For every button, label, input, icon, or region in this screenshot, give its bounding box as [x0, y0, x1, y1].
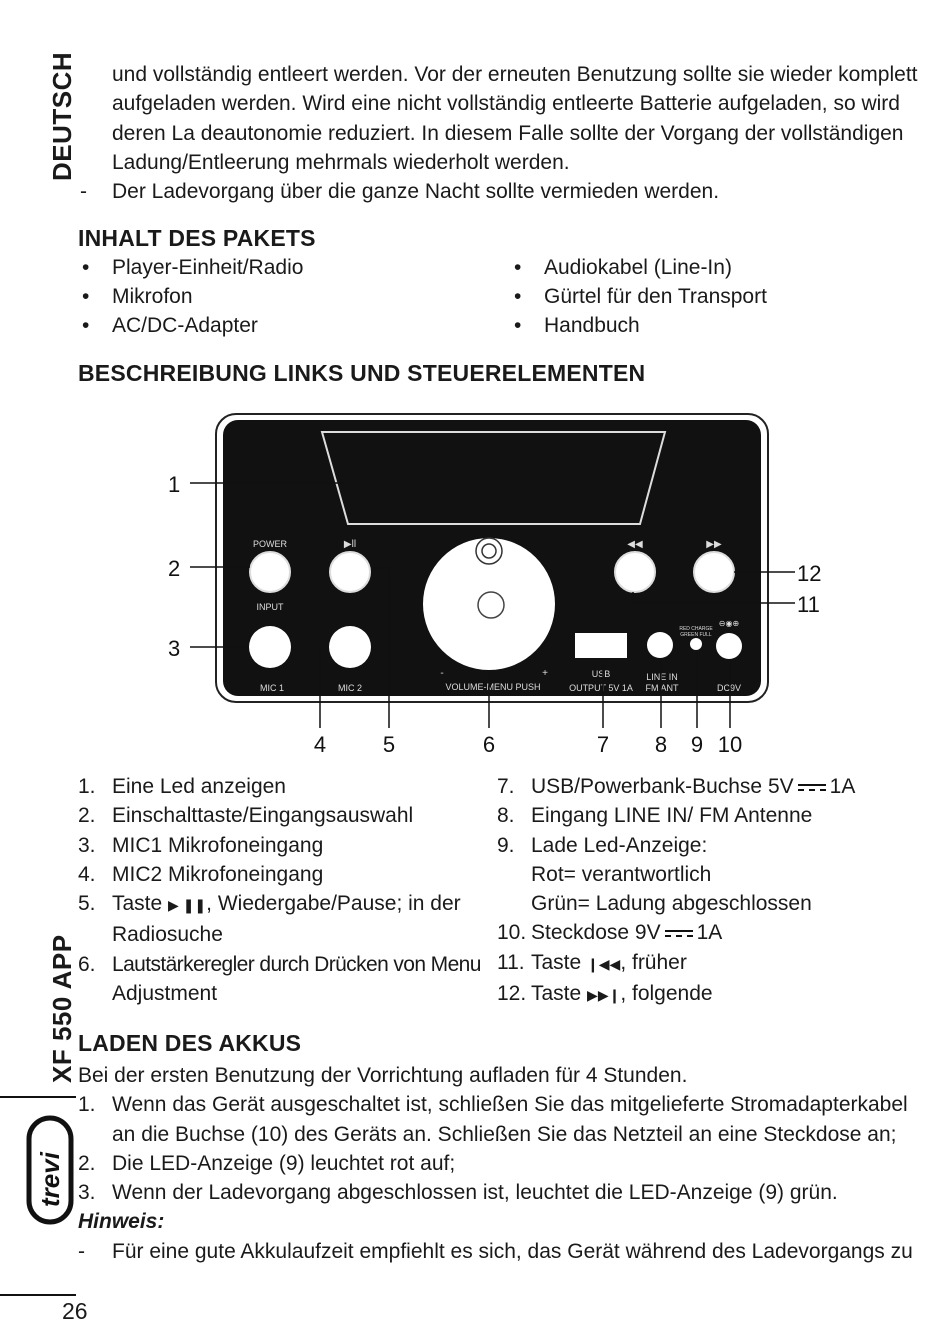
- note-item: - Für eine gute Akkulaufzeit empfiehlt es sich, das Gerät während des Ladevorgangs zu: [78, 1239, 913, 1263]
- mic2-label: MIC 2: [337, 683, 363, 693]
- list-item-cont: Radiosuche: [112, 923, 223, 947]
- dc-polarity-icon: ⊖◉⊕: [718, 619, 740, 628]
- controls-list-left: [78, 772, 481, 1008]
- list-item: 7. USB/Powerbank-Buchse 5V 1A: [497, 775, 856, 798]
- list-item: 11. Taste ❙◀◀, früher: [497, 950, 687, 974]
- footer-rule: [0, 1294, 76, 1296]
- dc-symbol-icon: [665, 930, 693, 937]
- usb-port: [575, 633, 627, 658]
- callout-4: 4: [313, 732, 327, 757]
- list-item: 4. MIC2 Mikrofoneingang: [78, 862, 324, 886]
- mic2-jack: [329, 626, 371, 668]
- play-pause-icon: ▶ ❚❚: [168, 897, 207, 914]
- charge-label: RED CHARGE: [679, 626, 713, 632]
- prev-icon: ◀◀: [627, 539, 643, 550]
- callout-2: 2: [168, 556, 181, 581]
- intro-dash-item: Der Ladevorgang über die ganze Nacht sollte vermieden werden.: [112, 180, 720, 203]
- usb-output-label: OUTPUT 5V 1A: [569, 683, 633, 693]
- callout-9: 9: [690, 732, 704, 757]
- package-item: • Player-Einheit/Radio: [82, 256, 304, 279]
- callout-1: 1: [168, 472, 181, 497]
- charging-heading: LADEN DES AKKUS: [78, 1030, 302, 1056]
- list-item: 2. Die LED-Anzeige (9) leuchtet rot auf;: [78, 1151, 456, 1175]
- device-diagram: [150, 410, 830, 765]
- list-item-cont: Adjustment: [112, 982, 218, 1006]
- usb-label: USB: [591, 669, 611, 679]
- next-button: [694, 552, 734, 592]
- callout-11: 11: [797, 592, 820, 617]
- list-item: 2. Einschalttaste/Eingangsauswahl: [78, 804, 414, 828]
- power-button: [250, 552, 290, 592]
- package-item: • AC/DC-Adapter: [82, 314, 258, 337]
- play-pause-button: [330, 552, 370, 592]
- controls-list-right: [497, 772, 855, 1010]
- charge-led: [690, 638, 702, 650]
- list-item: 3. MIC1 Mikrofoneingang: [78, 833, 324, 857]
- sidebar-rule-top: [0, 1096, 76, 1098]
- volume-plus-label: +: [542, 668, 548, 679]
- list-item: 1. Wenn das Gerät ausgeschaltet ist, schließen Sie das mitgelieferte Stromadapterkabel: [78, 1093, 908, 1117]
- volume-minus-label: -: [440, 668, 444, 679]
- intro-line: deren La deautonomie reduziert. In diesem Falle sollte der Vorgang der vollständigen: [112, 121, 904, 145]
- intro-dash: -: [80, 180, 87, 203]
- intro-line: und vollständig entleert werden. Vor der erneuten Benutzung sollte sie wieder komplett: [112, 63, 918, 86]
- charging-section: [78, 1061, 913, 1266]
- callout-8: 8: [654, 732, 668, 757]
- trevi-logo: [26, 1115, 74, 1230]
- next-icon: ▶▶: [706, 539, 722, 550]
- dc-symbol-icon: [798, 784, 826, 791]
- list-item: 10. Steckdose 9V 1A: [497, 921, 723, 945]
- list-item: 5. Taste ▶ ❚❚, Wiedergabe/Pause; in der: [78, 892, 461, 916]
- play-pause-icon: ▶ll: [343, 539, 357, 550]
- intro-paragraph: [112, 60, 918, 177]
- list-item-cont: Rot= verantwortlich: [531, 862, 712, 886]
- dc-label: DC9V: [716, 683, 742, 693]
- callout-7: 7: [596, 732, 610, 757]
- package-item: • Gürtel für den Transport: [514, 285, 767, 308]
- list-item: 12. Taste ▶▶❙, folgende: [497, 982, 713, 1006]
- list-item: 8. Eingang LINE IN/ FM Antenne: [497, 804, 813, 828]
- volume-label: VOLUME-MENU PUSH: [445, 682, 541, 692]
- prev-icon: ❙◀◀: [587, 955, 621, 972]
- dc-jack: [716, 633, 742, 659]
- callout-5: 5: [382, 732, 396, 757]
- line-in-jack: [647, 632, 673, 658]
- list-item: 3. Wenn der Ladevorgang abgeschlossen ist, leuchtet die LED-Anzeige (9) grün.: [78, 1181, 838, 1205]
- power-label: POWER: [252, 539, 288, 549]
- controls-heading: BESCHREIBUNG LINKS UND STEUERELEMENTEN: [78, 360, 646, 386]
- intro-line: Ladung/Entleerung mehrmals wiederholt werden.: [112, 150, 570, 174]
- svg-text:trevi: trevi: [35, 1152, 65, 1207]
- callout-6: 6: [482, 732, 496, 757]
- list-item-cont: Grün= Ladung abgeschlossen: [531, 892, 812, 916]
- line-in-label: LINE IN: [646, 672, 678, 682]
- charging-intro: Bei der ersten Benutzung der Vorrichtung aufladen für 4 Stunden.: [78, 1064, 688, 1087]
- mic1-label: MIC 1: [259, 683, 285, 693]
- callout-10: 10: [717, 732, 743, 757]
- package-item: • Handbuch: [514, 314, 640, 337]
- mic1-jack: [249, 626, 291, 668]
- sidebar-language: DEUTSCH: [47, 51, 77, 181]
- fm-ant-label: FM ANT: [645, 683, 679, 693]
- full-label: GREEN FULL: [680, 632, 712, 638]
- led-display: [322, 432, 665, 524]
- package-item: • Mikrofon: [82, 285, 193, 308]
- list-item: 6. Lautstärkeregler durch Drücken von Menu: [78, 952, 481, 976]
- callout-3: 3: [168, 636, 181, 661]
- list-item-cont: an die Buchse (10) des Geräts an. Schließen Sie das Netzteil an eine Steckdose an;: [112, 1122, 897, 1146]
- volume-knob-indicator: [476, 538, 502, 564]
- list-item: 9. Lade Led-Anzeige:: [497, 833, 708, 857]
- prev-button: [615, 552, 655, 592]
- callout-12: 12: [797, 561, 822, 586]
- sidebar-model: XF 550 APP: [47, 934, 77, 1083]
- intro-line: aufgeladen werden. Wird eine nicht vollständig entleerte Batterie aufgeladen, so wird: [112, 92, 900, 116]
- page-number: 26: [62, 1298, 88, 1324]
- package-item: • Audiokabel (Line-In): [514, 256, 732, 279]
- note-label: Hinweis:: [78, 1210, 165, 1234]
- input-label: INPUT: [256, 602, 284, 612]
- next-icon: ▶▶❙: [587, 987, 621, 1004]
- package-heading: INHALT DES PAKETS: [78, 225, 316, 251]
- list-item: 1. Eine Led anzeigen: [78, 775, 286, 798]
